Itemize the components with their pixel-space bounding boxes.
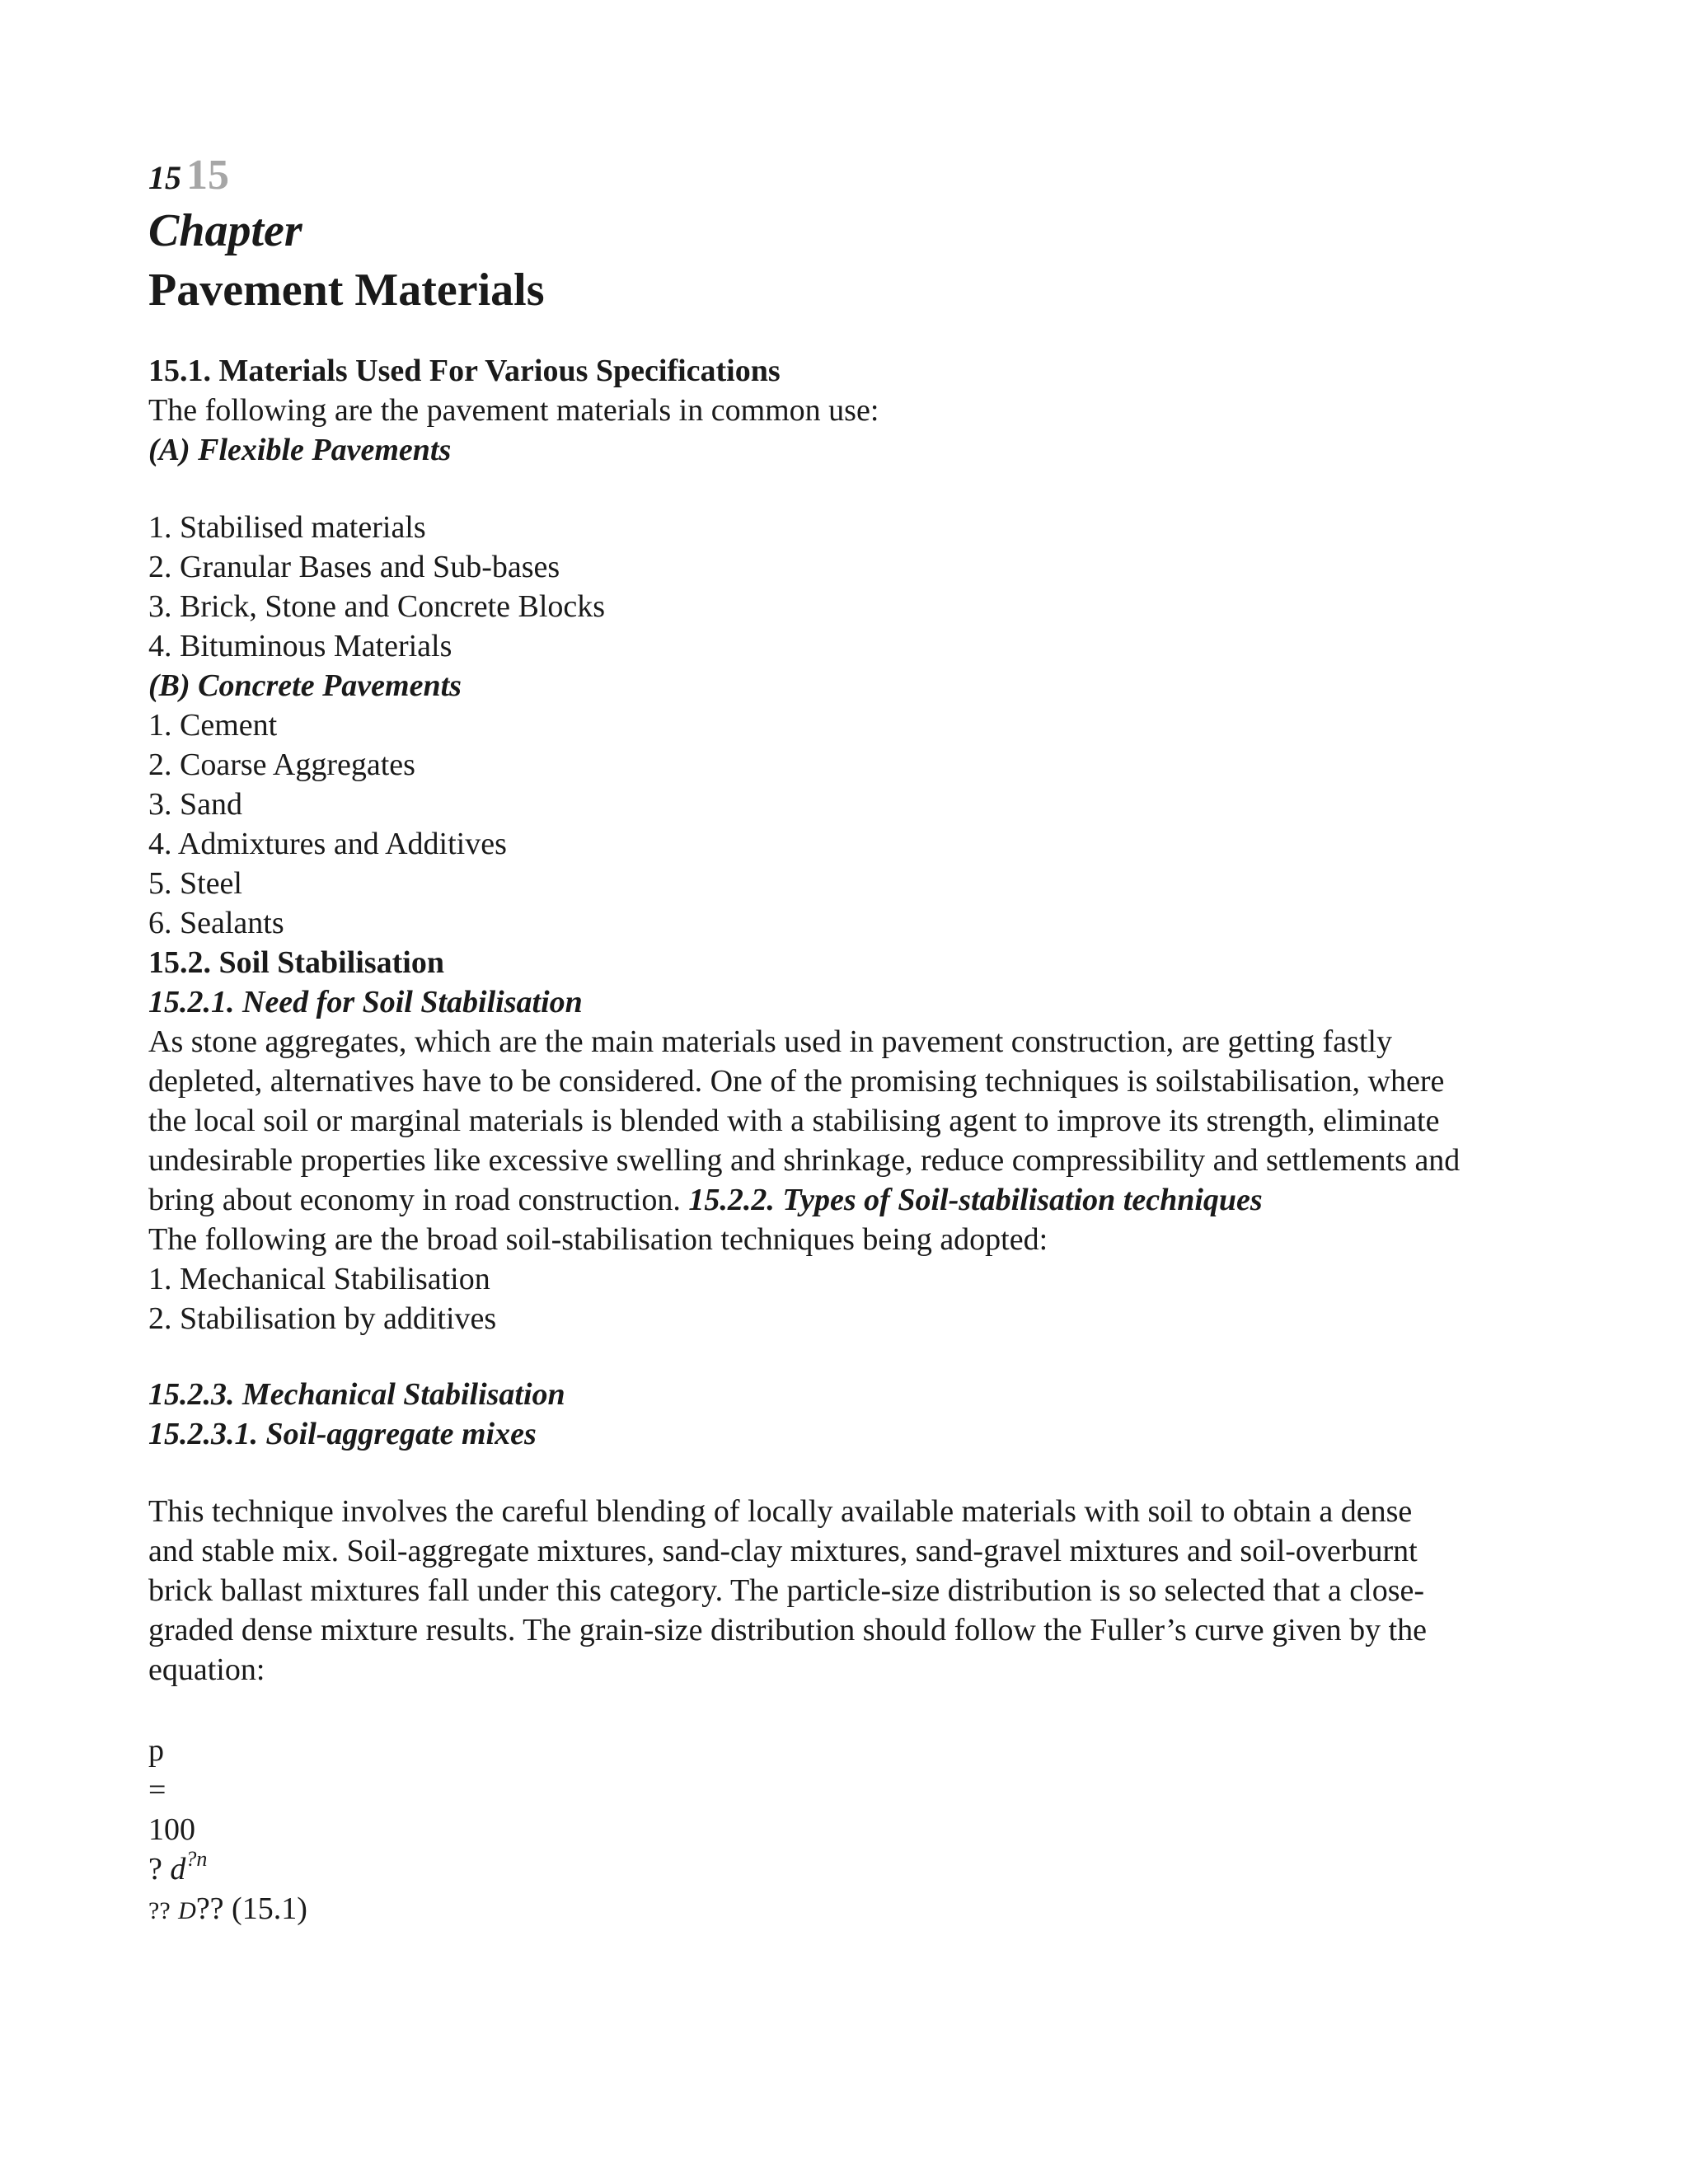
- equation-d: d: [170, 1852, 186, 1886]
- fuller-equation: [148, 1731, 1550, 1931]
- spacer: [148, 320, 1550, 351]
- section-15-2-2-heading: 15.2.2. Types of Soil-stabilisation techniques: [688, 1183, 1263, 1217]
- equation-exponent: ?n: [185, 1847, 208, 1871]
- concrete-pavements-heading: (B) Concrete Pavements: [148, 668, 462, 703]
- paragraph-line: As stone aggregates, which are the main materials used in pavement construction, are getting fastly: [148, 1024, 1392, 1059]
- paragraph-line: undesirable properties like excessive swelling and shrinkage, reduce compressibility and settlements and: [148, 1143, 1461, 1178]
- spacer: [148, 1338, 1550, 1375]
- types-intro: The following are the broad soil-stabilisation techniques being adopted:: [148, 1222, 1048, 1257]
- paragraph-line: equation:: [148, 1652, 265, 1687]
- list-item: 5. Steel: [148, 866, 242, 901]
- list-item: 4. Bituminous Materials: [148, 629, 452, 663]
- flexible-pavements-list: [148, 508, 1550, 666]
- list-item: 3. Sand: [148, 787, 242, 822]
- paragraph-line: and stable mix. Soil-aggregate mixtures, sand-clay mixtures, sand-gravel mixtures and soil-overburnt: [148, 1534, 1418, 1568]
- equation-d-line: [148, 1849, 1550, 1889]
- section-15-2-3-1-heading: 15.2.3.1. Soil-aggregate mixes: [148, 1417, 537, 1451]
- list-item: 1. Stabilised materials: [148, 510, 426, 545]
- spacer: [148, 1454, 1550, 1492]
- spacer: [148, 1690, 1550, 1731]
- chapter-number-ghost: 15: [186, 152, 229, 199]
- list-item: 3. Brick, Stone and Concrete Blocks: [148, 589, 606, 624]
- section-15-2-3-heading: 15.2.3. Mechanical Stabilisation: [148, 1377, 565, 1412]
- paragraph-line-text: bring about economy in road construction.: [148, 1183, 681, 1217]
- types-list: [148, 1259, 1550, 1338]
- paragraph-line: brick ballast mixtures fall under this category. The particle-size distribution is so selected that a close-: [148, 1573, 1425, 1608]
- document-page: [148, 152, 1550, 1931]
- concrete-pavements-list: [148, 705, 1550, 943]
- spacer: [148, 470, 1550, 508]
- list-item: 2. Coarse Aggregates: [148, 748, 415, 782]
- equation-D-line: [148, 1889, 1550, 1931]
- chapter-number-text: 15: [148, 159, 181, 196]
- section-15-1-intro: The following are the pavement materials in common use:: [148, 393, 879, 428]
- section-15-2-heading: 15.2. Soil Stabilisation: [148, 945, 444, 980]
- list-item: 1. Mechanical Stabilisation: [148, 1262, 490, 1296]
- mixes-paragraph: [148, 1492, 1550, 1690]
- paragraph-line: This technique involves the careful blending of locally available materials with soil to obtain a dense: [148, 1494, 1413, 1529]
- paragraph-line: graded dense mixture results. The grain-size distribution should follow the Fuller’s curve given by the: [148, 1613, 1427, 1647]
- list-item: 4. Admixtures and Additives: [148, 827, 507, 861]
- paragraph-line: depleted, alternatives have to be considered. One of the promising techniques is soilstabilisation, where: [148, 1064, 1445, 1099]
- need-paragraph: [148, 1022, 1550, 1220]
- list-item: 1. Cement: [148, 708, 278, 743]
- equation-q1: ?: [148, 1852, 162, 1886]
- equation-D: D: [178, 1897, 196, 1924]
- equation-p: p: [148, 1733, 164, 1768]
- equation-hundred: 100: [148, 1812, 195, 1847]
- paragraph-line-with-heading: [148, 1180, 1550, 1220]
- list-item: 2. Granular Bases and Sub-bases: [148, 550, 560, 584]
- chapter-number: [148, 152, 1550, 201]
- paragraph-line: the local soil or marginal materials is blended with a stabilising agent to improve its strength, eliminate: [148, 1104, 1440, 1138]
- section-15-1-heading: 15.1. Materials Used For Various Specifications: [148, 354, 781, 388]
- section-15-2-1-heading: 15.2.1. Need for Soil Stabilisation: [148, 985, 583, 1019]
- list-item: 6. Sealants: [148, 906, 284, 940]
- equation-q2: ??: [148, 1897, 171, 1924]
- flexible-pavements-heading: (A) Flexible Pavements: [148, 433, 452, 467]
- chapter-label: Chapter: [148, 205, 302, 256]
- chapter-title: Pavement Materials: [148, 265, 545, 316]
- equation-tail: ?? (15.1): [195, 1891, 307, 1926]
- list-item: 2. Stabilisation by additives: [148, 1301, 497, 1336]
- equation-equals: =: [148, 1773, 166, 1807]
